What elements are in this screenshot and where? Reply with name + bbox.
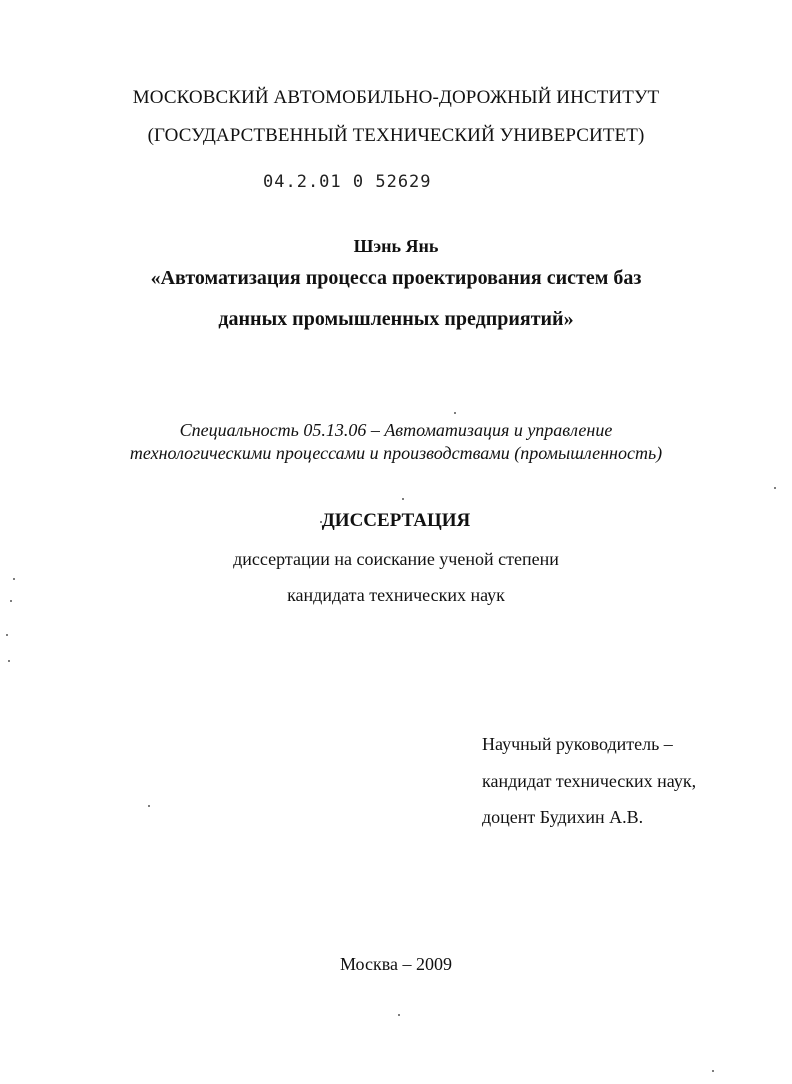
place-and-year: Москва – 2009	[340, 954, 452, 974]
degree-line-2: кандидата технических наук	[287, 585, 505, 605]
registry-stamp: 04.2.01 0 52629	[263, 172, 432, 192]
scan-speck	[402, 498, 404, 500]
institution-name: МОСКОВСКИЙ АВТОМОБИЛЬНО-ДОРОЖНЫЙ ИНСТИТУТ	[132, 87, 660, 108]
scan-speck	[454, 412, 456, 414]
scan-speck	[398, 1014, 400, 1016]
scan-speck	[712, 1070, 714, 1072]
scan-speck	[13, 578, 15, 580]
thesis-title-line-1: «Автоматизация процесса проектирования систем баз	[150, 267, 642, 289]
supervisor-name: доцент Будихин А.В.	[482, 807, 644, 827]
author-name: Шэнь Янь	[353, 236, 439, 256]
scan-speck	[10, 600, 12, 602]
supervisor-role: Научный руководитель –	[482, 734, 673, 754]
scan-speck	[6, 634, 8, 636]
scan-speck	[774, 487, 776, 489]
thesis-title-line-2: данных промышленных предприятий»	[218, 308, 574, 330]
institution-status: (ГОСУДАРСТВЕННЫЙ ТЕХНИЧЕСКИЙ УНИВЕРСИТЕТ)	[147, 125, 645, 146]
degree-line-1: диссертации на соискание ученой степени	[233, 549, 559, 569]
scan-speck	[148, 805, 150, 807]
scan-speck	[320, 521, 322, 523]
supervisor-degree: кандидат технических наук,	[482, 771, 697, 791]
specialty-line-2: технологическими процессами и производствами (промышленность)	[129, 443, 663, 463]
specialty-line-1: Специальность 05.13.06 – Автоматизация и управление	[179, 420, 613, 440]
document-type: ДИССЕРТАЦИЯ	[321, 510, 471, 531]
scan-speck	[8, 660, 10, 662]
